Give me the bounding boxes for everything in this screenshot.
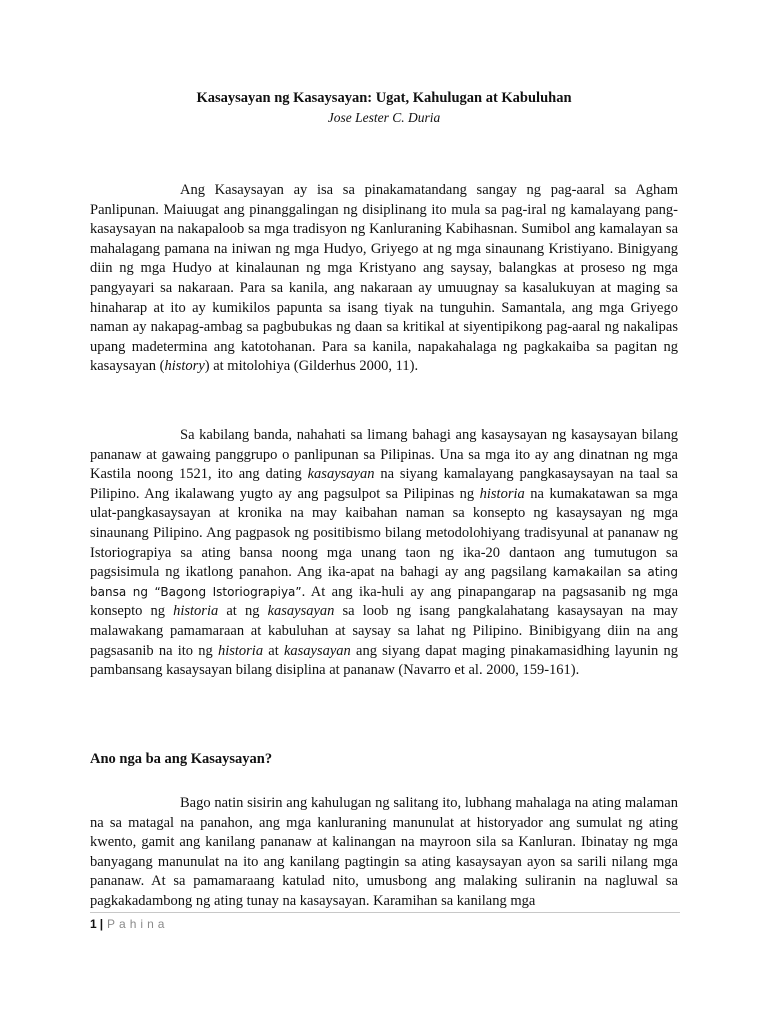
paragraph-3-text: Bago natin sisirin ang kahulugan ng salitang ito, lubhang mahalaga na ating malaman na sa matagal na panahon, ang mga kanluraning manunulat at historyador ang sumulat ng ating kwento, gamit ang kanilang pananaw at kalinangan na mayroon sila sa Kanluran. Ibinatay ng mga banyagang manunulat na ito ang kanilang pagtingin sa ating kasaysayan ayon sa sarili nilang mga pananaw. At sa pamamaraang katulad nito, umusbong ang malaking suliranin na nagluwal sa pagkakadambong ng ating tunay na kasaysayan. Karamihan sa kanilang mga [90,795,678,909]
footer-separator: | [99,917,104,931]
paragraph-2-part: sa loob ng isang pangkalahatang kasaysayan na may malawakang pamamaraan at kabuluhan at saysay sa lahat ng Pilipino. Binibigyang diin na ang pagsasanib na ito ng [90,603,678,659]
paragraph-1-text-end: ) at mitolohiya (Gilderhus 2000, 11). [204,358,419,375]
page-number: 1 [90,917,97,931]
paragraph-2-part: at [263,642,284,659]
paragraph-2-italic: historia [217,642,264,659]
paragraph-1 [90,181,678,377]
page-label: Pahina [107,917,169,931]
paragraph-2-part: ang siyang dapat maging pinakamasidhing layunin ng pambansang kasaysayan bilang disiplina at pananaw (Navarro et al. 2000, 159-161). [90,642,679,679]
paragraph-2-italic: kasaysayan [307,466,375,483]
paragraph-2 [90,426,678,681]
paragraph-2-italic: kasaysayan [283,642,351,659]
paragraph-2-part: Sa kabilang banda, nahahati sa limang bahagi ang kasaysayan ng kasaysayan bilang pananaw at gawaing panggrupo o panlipunan sa Pilipinas. Una sa mga ito ay ang dinatnan ng mga Kastila noong 1521, ito ang dating [90,427,678,483]
paragraph-2-italic: kasaysayan [267,603,335,620]
page-footer [90,917,168,931]
footer-divider [90,912,680,913]
section-heading: Ano nga ba ang Kasaysayan? [90,751,273,767]
paragraph-1-italic: history [164,358,205,375]
paragraph-2-italic: historia [173,603,219,620]
paragraph-2-sans-fragment: kamakailan sa ating bansa ng “Bagong Istoriograpiya” [90,565,679,599]
paragraph-3 [90,794,678,912]
document-title: Kasaysayan ng Kasaysayan: Ugat, Kahulugan at Kabuluhan [196,90,572,106]
paragraph-2-part: na siyang kamalayang pangkasaysayan na taal sa Pilipino. Ang ikalawang yugto ay ang pagsulpot sa Pilipinas ng [90,466,678,502]
paragraph-2-part: . At ang ika-huli ay ang pinapangarap na pagsasanib ng mga konsepto ng [90,583,679,620]
paragraph-2-part: at ng [218,603,268,620]
paragraph-2-part: na kumakatawan sa mga ulat-pangkasaysayan at kronika na may kaibahan naman sa konsepto ng kasaysayan ng mga sinaunang Pilipino. Ang pagpasok ng positibismo bilang metodolohiyang tradisyunal at pananaw ng Istoriograpiya sa ating bansa noong mga unang taon ng ika-20 dantaon ang tumutugon sa pagsisimula ng ikatlong panahon. Ang ika-apat na bahagi ay ang pagsilang [90,485,678,581]
paragraph-2-italic: historia [479,485,525,502]
document-author: Jose Lester C. Duria [327,110,441,125]
paragraph-1-text: Ang Kasaysayan ay isa sa pinakamatandang sangay ng pag-aaral sa Agham Panlipunan. Maiuugat ang pinanggalingan ng disiplinang ito mula sa pag-iral ng kamalayang pang-kasaysayan na nakapaloob sa mga tradisyon ng Kanluraning Kabihasnan. Sumibol ang kamalayan sa mahalagang pamana na iniwan ng mga Hudyo, Griyego at ng mga sinaunang Kristiyano. Binigyang diin ng mga Hudyo at kinalaunan ng mga Kristyano ang saysay, balangkas at proseso ng mga pangyayari sa nakaraan. Para sa kanila, ang nakaraan ay umuugnay sa kasalukuyan at maging sa hinaharap at ito ay kumikilos papunta sa isang tiyak na tunguhin. Samantala, ang mga Griyego naman ay nakapag-ambag sa pagbubukas ng daan sa kritikal at siyentipikong pag-aaral ng nakalipas upang madetermina ang katotohanan. Para sa kanila, napakahalaga ng pagkakaiba sa pagitan ng kasaysayan ( [90,182,678,375]
